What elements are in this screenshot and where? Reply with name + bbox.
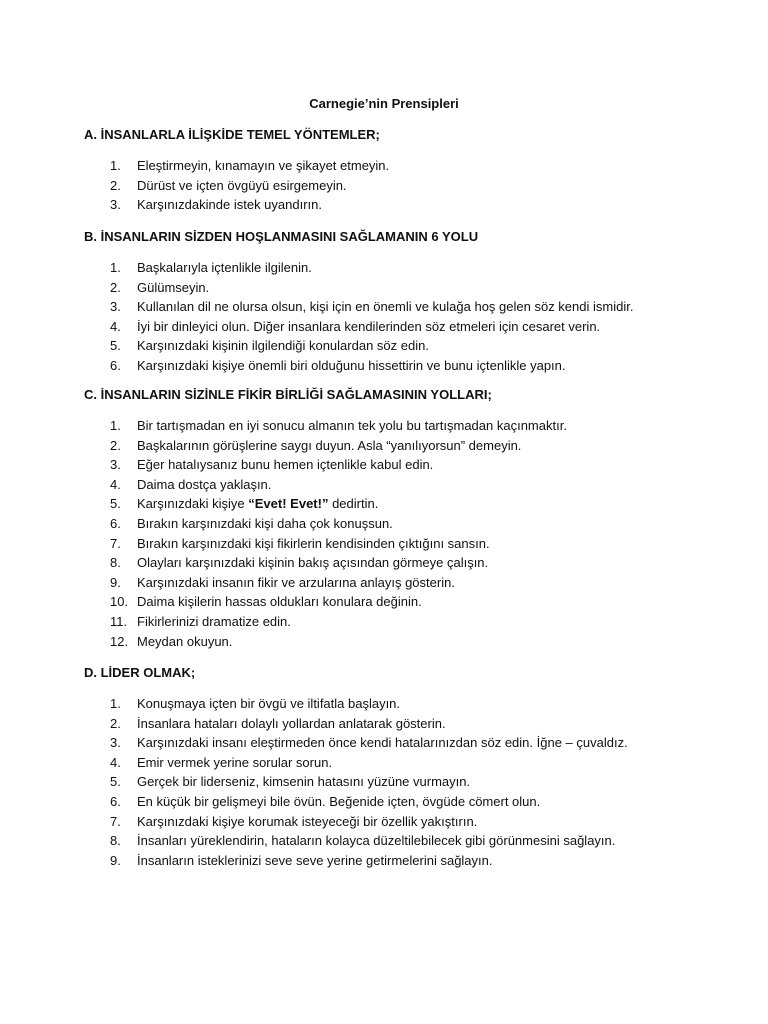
section-c — [84, 386, 724, 651]
list-item — [84, 475, 724, 495]
list-item — [84, 258, 724, 278]
item-number: 1. — [110, 260, 121, 275]
item-number: 7. — [110, 813, 121, 829]
item-number: 8. — [110, 555, 121, 571]
list-item — [84, 753, 724, 773]
item-number: 2. — [110, 437, 121, 453]
list-item — [84, 317, 724, 337]
item-text: Karşınızdakinde istek uyandırın. — [137, 197, 322, 213]
item-number: 6. — [110, 793, 121, 809]
list-item — [84, 534, 724, 554]
section-a — [84, 126, 724, 215]
list-item — [84, 156, 724, 176]
item-text: Başkalarıyla içtenlikle ilgilenin. — [137, 260, 312, 275]
item-number: 2. — [110, 715, 121, 731]
item-text-before: Karşınızdaki kişiye — [137, 496, 249, 512]
item-text: Daima kişilerin hassas oldukları konulara değinin. — [137, 594, 422, 610]
item-number: 9. — [110, 574, 121, 590]
section-list — [84, 416, 724, 651]
list-item — [84, 632, 724, 652]
item-number: 8. — [110, 833, 121, 849]
list-item — [84, 356, 724, 376]
item-number: 3. — [110, 299, 121, 315]
list-item — [84, 612, 724, 632]
list-item — [84, 176, 724, 196]
item-text: Başkalarının görüşlerine saygı duyun. Asla “yanılıyorsun” demeyin. — [137, 437, 522, 453]
section-heading: A. İNSANLARLA İLİŞKİDE TEMEL YÖNTEMLER; — [84, 127, 380, 142]
item-text: En küçük bir gelişmeyi bile övün. Beğenide içten, övgüde cömert olun. — [137, 793, 541, 809]
section-d — [84, 664, 724, 870]
section-heading: B. İNSANLARIN SİZDEN HOŞLANMASINI SAĞLAMANIN 6 YOLU — [84, 229, 479, 244]
item-text: Daima dostça yaklaşın. — [137, 476, 272, 492]
list-item — [84, 195, 724, 215]
section-heading: D. LİDER OLMAK; — [84, 665, 196, 680]
item-text — [137, 496, 378, 511]
item-number: 5. — [110, 774, 121, 790]
item-number: 4. — [110, 754, 121, 770]
item-number: 6. — [110, 357, 121, 373]
item-number: 1. — [110, 158, 121, 173]
list-item — [84, 494, 724, 514]
list-item — [84, 336, 724, 356]
section-b — [84, 228, 724, 376]
item-text: İnsanları yüreklendirin, hataların kolayca düzeltilebilecek gibi görünmesini sağlayın. — [137, 833, 616, 849]
list-item — [84, 851, 724, 871]
section-list — [84, 694, 724, 870]
document-title: Carnegie’nin Prensipleri — [309, 96, 459, 111]
list-item — [84, 733, 724, 753]
item-text: Gülümseyin. — [137, 279, 210, 295]
item-text: Bırakın karşınızdaki kişi daha çok konuşsun. — [137, 515, 393, 531]
list-item — [84, 278, 724, 298]
item-number: 4. — [110, 476, 121, 492]
item-text: Kullanılan dil ne olursa olsun, kişi için en önemli ve kulağa hoş gelen söz kendi ismidir. — [137, 299, 634, 315]
item-number: 3. — [110, 457, 121, 473]
section-list — [84, 156, 724, 215]
item-text-after: dedirtin. — [328, 496, 379, 512]
list-item — [84, 714, 724, 734]
item-number: 1. — [110, 418, 121, 433]
item-number: 2. — [110, 177, 121, 193]
list-item — [84, 694, 724, 714]
item-number: 6. — [110, 515, 121, 531]
item-number: 7. — [110, 535, 121, 551]
item-text: Bir tartışmadan en iyi sonucu almanın tek yolu bu tartışmadan kaçınmaktır. — [137, 418, 567, 433]
item-text: İnsanların isteklerinizi seve seve yerine getirmelerini sağlayın. — [137, 852, 493, 868]
list-item — [84, 455, 724, 475]
item-number: 9. — [110, 852, 121, 868]
item-text: Bırakın karşınızdaki kişi fikirlerin kendisinden çıktığını sansın. — [137, 535, 490, 551]
list-item — [84, 573, 724, 593]
list-item — [84, 792, 724, 812]
item-text: İnsanlara hataları dolaylı yollardan anlatarak gösterin. — [137, 715, 446, 731]
item-text: İyi bir dinleyici olun. Diğer insanlara kendilerinden söz etmeleri için cesaret verin. — [137, 318, 601, 334]
list-item — [84, 297, 724, 317]
section-heading: C. İNSANLARIN SİZİNLE FİKİR BİRLİĞİ SAĞLAMASININ YOLLARI; — [84, 387, 492, 402]
item-text: Karşınızdaki kişiye önemli biri olduğunu hissettirin ve bunu içtenlikle yapın. — [137, 357, 566, 373]
item-text: Dürüst ve içten övgüyü esirgemeyin. — [137, 177, 347, 193]
item-text-emphasis: “Evet! Evet!” — [248, 496, 329, 512]
item-number: 5. — [110, 338, 121, 354]
item-text: Gerçek bir liderseniz, kimsenin hatasını yüzüne vurmayın. — [137, 774, 471, 790]
item-text: Emir vermek yerine sorular sorun. — [137, 754, 333, 770]
item-number: 1. — [110, 696, 121, 711]
item-number: 5. — [110, 496, 121, 512]
item-text: Karşınızdaki kişiye korumak isteyeceği bir özellik yakıştırın. — [137, 813, 478, 829]
list-item — [84, 416, 724, 436]
item-number: 4. — [110, 318, 121, 334]
item-text: Meydan okuyun. — [137, 633, 233, 649]
list-item — [84, 553, 724, 573]
item-text: Fikirlerinizi dramatize edin. — [137, 613, 291, 629]
item-number: 2. — [110, 279, 121, 295]
list-item — [84, 831, 724, 851]
item-text: Karşınızdaki insanı eleştirmeden önce kendi hatalarınızdan söz edin. İğne – çuvaldız. — [137, 735, 628, 751]
item-text: Konuşmaya içten bir övgü ve iltifatla başlayın. — [137, 696, 401, 711]
list-item — [84, 772, 724, 792]
list-item — [84, 514, 724, 534]
item-number: 11. — [110, 613, 128, 629]
item-text: Eleştirmeyin, kınamayın ve şikayet etmeyin. — [137, 158, 390, 173]
item-number: 10. — [110, 594, 129, 610]
item-text: Eğer hatalıysanız bunu hemen içtenlikle kabul edin. — [137, 457, 434, 473]
list-item — [84, 436, 724, 456]
item-text: Olayları karşınızdaki kişinin bakış açısından görmeye çalışın. — [137, 555, 489, 571]
item-number: 12. — [110, 633, 129, 649]
list-item — [84, 812, 724, 832]
list-item — [84, 592, 724, 612]
item-text: Karşınızdaki insanın fikir ve arzularına anlayış gösterin. — [137, 574, 455, 590]
section-list — [84, 258, 724, 376]
item-number: 3. — [110, 197, 121, 213]
item-number: 3. — [110, 735, 121, 751]
item-text: Karşınızdaki kişinin ilgilendiği konulardan söz edin. — [137, 338, 429, 354]
